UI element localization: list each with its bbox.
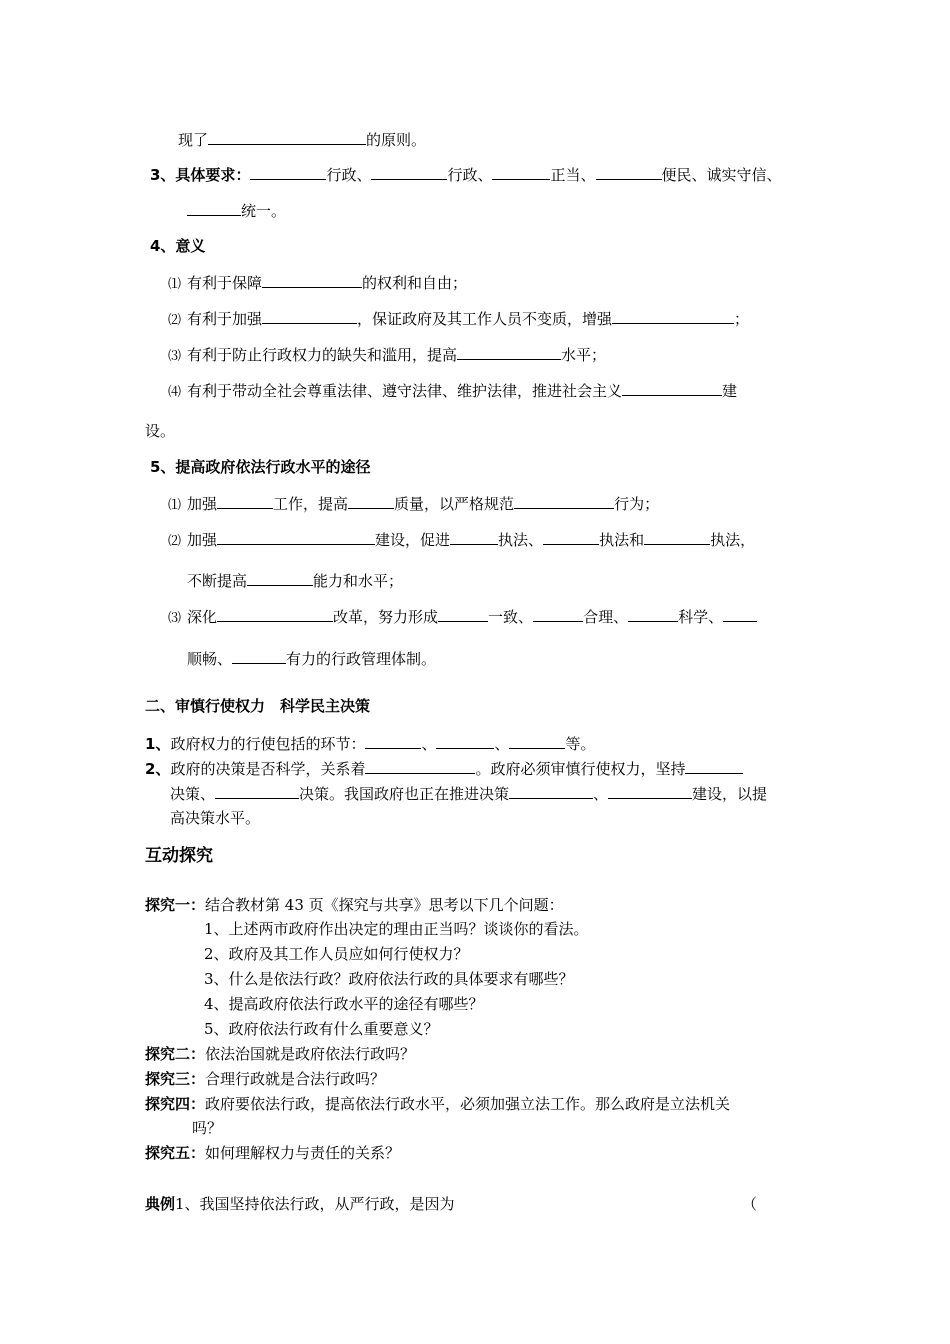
blank-line	[438, 606, 488, 622]
blank-line	[622, 380, 722, 396]
text: 科学、	[678, 608, 724, 626]
text: 执法，	[710, 531, 756, 549]
text: 执法和	[599, 531, 645, 549]
list-number: ⑶	[168, 349, 182, 364]
text: 有利于加强	[187, 310, 263, 328]
text: 便民、诚实守信、	[661, 166, 782, 184]
text: 行政、	[447, 166, 493, 184]
section-heading: 二、审慎行使权力 科学民主决策	[145, 697, 371, 715]
inquiry-label: 探究一：	[145, 896, 206, 914]
text: 建	[722, 382, 738, 400]
text: 、	[593, 785, 609, 803]
blank-line	[371, 164, 447, 180]
text-line	[168, 529, 755, 552]
list-number: ⑴	[168, 277, 182, 292]
text: 统一。	[241, 202, 287, 220]
blank-line	[247, 570, 313, 586]
text: 水平；	[561, 346, 607, 364]
blank-line	[262, 272, 362, 288]
blank-line	[543, 529, 599, 545]
inquiry-label: 探究五：	[145, 1144, 206, 1162]
text: 。政府必须审慎行使权力，坚持	[475, 760, 686, 778]
item-number: 2、	[145, 760, 171, 778]
text: 依法治国就是政府依法行政吗？	[205, 1045, 416, 1063]
blank-line	[365, 733, 421, 749]
text-line	[145, 1143, 400, 1163]
blank-line	[608, 783, 692, 799]
blank-line	[348, 493, 394, 509]
inquiry-label: 探究二：	[145, 1045, 206, 1063]
text-line	[145, 758, 743, 779]
text-line	[187, 648, 436, 669]
blank-line	[509, 733, 565, 749]
inquiry-label: 探究三：	[145, 1070, 206, 1088]
text: 加强	[187, 495, 218, 513]
text: 加强	[187, 531, 218, 549]
list-number: ⑵	[168, 313, 182, 328]
text-line	[178, 129, 426, 150]
text-line	[168, 493, 659, 516]
text-line	[150, 164, 782, 185]
blank-line	[457, 344, 561, 360]
text-line	[187, 200, 286, 221]
text: 的权利和自由；	[362, 274, 468, 292]
text: 合理行政就是合法行政吗？	[205, 1070, 386, 1088]
text-line	[168, 272, 467, 295]
text: 质量，以严格规范	[394, 495, 515, 513]
text: 如何理解权力与责任的关系？	[205, 1144, 401, 1162]
text-line	[145, 1069, 385, 1089]
text: 改革，努力形成	[333, 608, 439, 626]
blank-line	[514, 493, 614, 509]
text: 行政、	[326, 166, 372, 184]
blank-line	[533, 606, 583, 622]
text: 结合教材第 43 页《探究与共享》思考以下几个问题：	[205, 896, 564, 914]
text: 现了	[178, 131, 209, 149]
blank-line	[612, 308, 734, 324]
text: 有利于防止行政权力的缺失和滥用，提高	[187, 346, 458, 364]
text: 建设，以提	[692, 785, 768, 803]
text: 工作，提高	[273, 495, 349, 513]
text-line	[145, 895, 564, 915]
blank-line	[685, 758, 743, 774]
text: 决策。我国政府也正在推进决策	[299, 785, 510, 803]
list-item: 5、政府依法行政有什么重要意义？	[204, 1020, 439, 1038]
list-item: 3、什么是依法行政？政府依法行政的具体要求有哪些？	[204, 970, 574, 988]
blank-line	[208, 129, 366, 145]
text-line	[168, 308, 749, 331]
blank-line	[365, 758, 475, 774]
blank-line	[187, 200, 241, 216]
section-heading: 4、意义	[150, 237, 206, 255]
blank-line	[596, 164, 662, 180]
text: ；	[734, 310, 750, 328]
text: 、	[494, 735, 510, 753]
text: 政府要依法行政，提高依法行政水平，必须加强立法工作。那么政府是立法机关	[205, 1095, 731, 1113]
blank-line	[628, 606, 678, 622]
text-line: 设。	[145, 422, 176, 440]
section-heading: 互动探究	[145, 846, 213, 866]
text: 行为；	[614, 495, 660, 513]
text: 顺畅、	[187, 650, 233, 668]
text: 政府权力的行使包括的环节：	[170, 735, 366, 753]
text: 政府的决策是否科学，关系着	[170, 760, 366, 778]
text: 能力和水平；	[313, 572, 404, 590]
section-heading: 5、提高政府依法行政水平的途径	[150, 458, 371, 476]
blank-line	[644, 529, 710, 545]
text: 的原则。	[366, 131, 427, 149]
text: 建设，促进	[375, 531, 451, 549]
item-heading: 3、具体要求：	[150, 166, 251, 184]
text: 不断提高	[187, 572, 248, 590]
text-line: 高决策水平。	[170, 809, 261, 827]
blank-line	[450, 529, 498, 545]
text-line	[170, 783, 767, 804]
blank-line	[232, 648, 286, 664]
list-item: 2、政府及其工作人员应如何行使权力？	[204, 945, 469, 963]
text-line	[168, 344, 606, 367]
list-number: ⑷	[168, 385, 182, 400]
blank-line	[436, 733, 494, 749]
list-item: 1、上述两市政府作出决定的理由正当吗？谈谈你的看法。	[204, 920, 589, 938]
text: 有力的行政管理体制。	[286, 650, 437, 668]
list-item: 4、提高政府依法行政水平的途径有哪些？	[204, 995, 484, 1013]
text: 合理、	[583, 608, 629, 626]
text: 决策、	[170, 785, 216, 803]
text-line	[168, 380, 737, 403]
text: 一致、	[488, 608, 534, 626]
item-number: 1、	[145, 735, 171, 753]
text-line	[145, 1044, 415, 1064]
text: 执法、	[498, 531, 544, 549]
text: 、	[421, 735, 437, 753]
blank-line	[215, 783, 299, 799]
text: 1、我国坚持依法行政，从严行政，是因为	[175, 1195, 455, 1213]
blank-line	[217, 606, 333, 622]
list-number: ⑵	[168, 534, 182, 549]
text-line	[145, 1194, 455, 1214]
blank-line	[217, 493, 273, 509]
blank-line	[492, 164, 550, 180]
list-number: ⑴	[168, 498, 182, 513]
blank-line	[217, 529, 375, 545]
text-line	[145, 733, 596, 754]
list-number: ⑶	[168, 611, 182, 626]
blank-line	[723, 606, 757, 622]
blank-line	[509, 783, 593, 799]
blank-line	[262, 308, 357, 324]
text: ，保证政府及其工作人员不变质，增强	[357, 310, 613, 328]
text: 等。	[565, 735, 596, 753]
text: 深化	[187, 608, 218, 626]
example-label: 典例	[145, 1195, 176, 1213]
text-line	[168, 606, 757, 629]
text-line	[187, 570, 403, 591]
text: 有利于保障	[187, 274, 263, 292]
blank-line	[250, 164, 326, 180]
inquiry-label: 探究四：	[145, 1095, 206, 1113]
text-line: 吗？	[192, 1119, 223, 1137]
text: 有利于带动全社会尊重法律、遵守法律、维护法律，推进社会主义	[187, 382, 623, 400]
answer-paren: （	[742, 1195, 758, 1213]
text-line	[145, 1094, 730, 1114]
text: 正当、	[550, 166, 596, 184]
